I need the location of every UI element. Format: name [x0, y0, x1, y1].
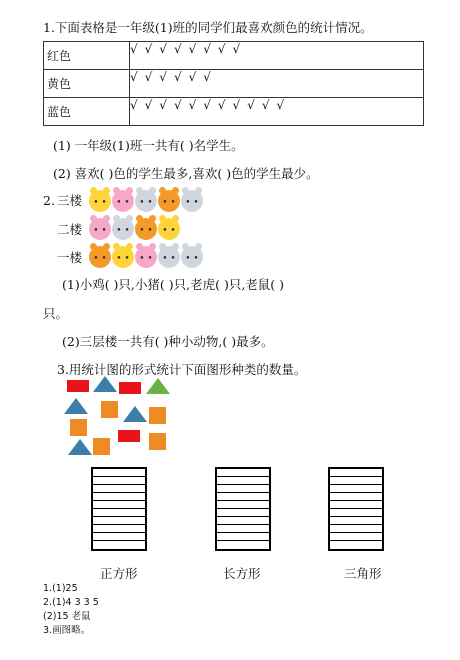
chick-icon: • •	[112, 246, 134, 268]
answer-3: (2)15 老鼠	[43, 611, 91, 622]
orange-square	[149, 433, 166, 450]
blue-triangle	[64, 398, 88, 414]
mouse-icon: • •	[181, 246, 203, 268]
row-label-yellow: 黄色	[44, 70, 130, 98]
orange-square	[93, 438, 110, 455]
answer-4: 3.画图略。	[43, 625, 91, 636]
blue-triangle	[68, 439, 92, 455]
bar-column-square	[91, 467, 147, 551]
row-label-blue: 蓝色	[44, 98, 130, 126]
pig-icon: • •	[89, 218, 111, 240]
question-2-sub-2: (2)三层楼一共有( )种小动物,( )最多。	[62, 334, 274, 349]
tally-ticks: √√√√√√√√√√√	[130, 98, 424, 126]
orange-square	[70, 419, 87, 436]
question-1-sub-1: (1) 一年级(1)班一共有( )名学生。	[53, 138, 244, 153]
mouse-icon: • •	[158, 246, 180, 268]
orange-square	[101, 401, 118, 418]
red-rectangle	[67, 380, 89, 392]
table-row	[44, 42, 424, 70]
floor-label-2: 二楼	[57, 222, 83, 237]
label-triangle: 三角形	[344, 566, 382, 581]
red-rectangle	[119, 382, 141, 394]
chick-icon: • •	[89, 190, 111, 212]
table-row	[44, 70, 424, 98]
floor-label-1: 一楼	[57, 250, 83, 265]
chick-icon: • •	[158, 218, 180, 240]
bar-column-triangle	[328, 467, 384, 551]
green-triangle	[146, 378, 170, 394]
blue-triangle	[123, 406, 147, 422]
question-2-sub-1-line-2: 只。	[43, 306, 69, 321]
orange-square	[149, 407, 166, 424]
answer-2: 2.(1)4 3 3 5	[43, 597, 99, 608]
mouse-icon: • •	[135, 190, 157, 212]
question-2-sub-1-line-1: (1)小鸡( )只,小猪( )只,老虎( )只,老鼠( )	[62, 277, 285, 292]
tiger-icon: • •	[135, 218, 157, 240]
answer-1: 1.(1)25	[43, 583, 78, 594]
red-rectangle	[118, 430, 140, 442]
tiger-icon: • •	[158, 190, 180, 212]
tiger-icon: • •	[89, 246, 111, 268]
color-tally-table	[43, 41, 424, 126]
mouse-icon: • •	[112, 218, 134, 240]
table-row	[44, 98, 424, 126]
blue-triangle	[93, 376, 117, 392]
tally-ticks: √√√√√√√√	[130, 42, 424, 70]
label-square: 正方形	[100, 566, 138, 581]
question-1-title: 1.下面表格是一年级(1)班的同学们最喜欢颜色的统计情况。	[43, 20, 373, 35]
question-1-sub-2: (2) 喜欢( )色的学生最多,喜欢( )色的学生最少。	[53, 166, 319, 181]
pig-icon: • •	[135, 246, 157, 268]
question-2-number: 2.	[43, 193, 55, 208]
mouse-icon: • •	[181, 190, 203, 212]
question-3-title: 3.用统计图的形式统计下面图形种类的数量。	[57, 362, 307, 377]
row-label-red: 红色	[44, 42, 130, 70]
tally-ticks: √√√√√√	[130, 70, 424, 98]
floor-label-3: 三楼	[57, 193, 83, 208]
bar-column-rectangle	[215, 467, 271, 551]
label-rectangle: 长方形	[223, 566, 261, 581]
pig-icon: • •	[112, 190, 134, 212]
